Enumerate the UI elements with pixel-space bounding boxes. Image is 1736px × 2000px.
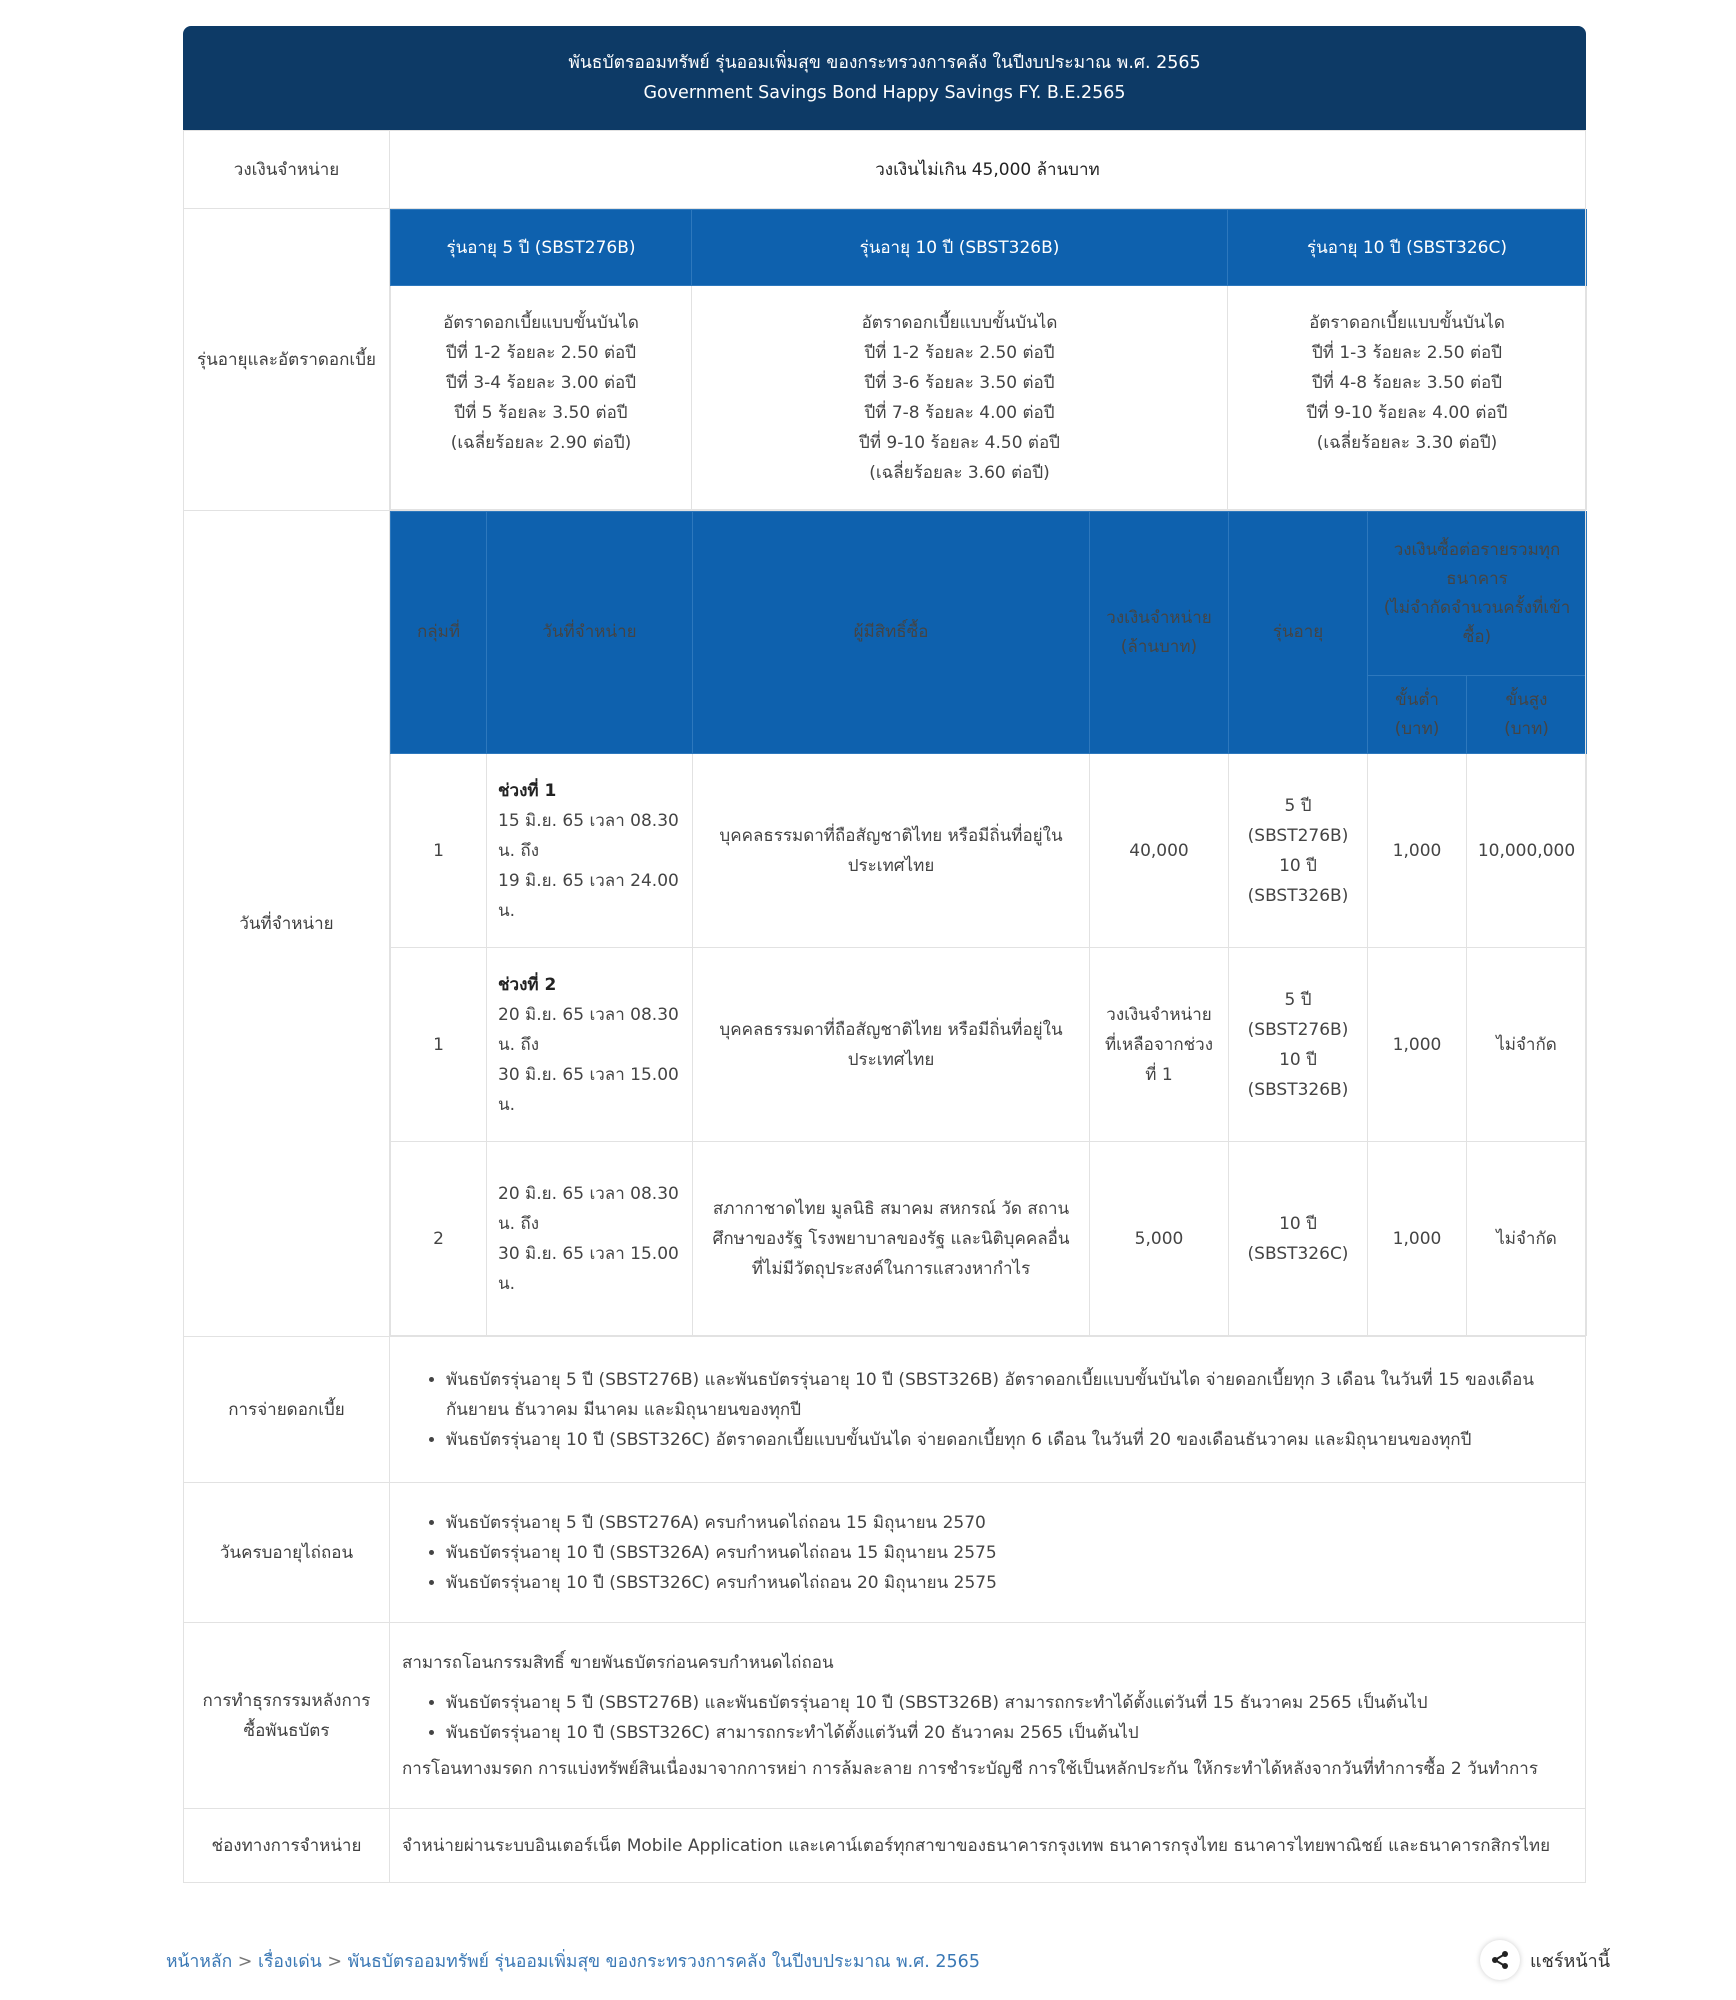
model-rates: อัตราดอกเบี้ยแบบขั้นบันได ปีที่ 1-2 ร้อยละ 2.50 ต่อปี ปีที่ 3-4 ร้อยละ 3.00 ต่อปี ปีที่ 5 ร้อยละ 3.50 ต่อปี (เฉลี่ยร้อยละ 2.90 ต่อปี) bbox=[391, 286, 692, 510]
budget-value: วงเงินไม่เกิน 45,000 ล้านบาท bbox=[390, 131, 1586, 209]
interest-list bbox=[402, 1365, 1573, 1455]
table-row bbox=[391, 1142, 1587, 1336]
share-icon bbox=[1480, 1940, 1520, 1980]
channels-label: ช่องทางการจำหน่าย bbox=[184, 1809, 390, 1883]
cell-term: 5 ปี (SBST276B) 10 ปี (SBST326B) bbox=[1229, 754, 1368, 948]
model-rates: อัตราดอกเบี้ยแบบขั้นบันได ปีที่ 1-2 ร้อยละ 2.50 ต่อปี ปีที่ 3-6 ร้อยละ 3.50 ต่อปี ปีที่ 7-8 ร้อยละ 4.00 ต่อปี ปีที่ 9-10 ร้อยละ 4.50 ต่อปี (เฉลี่ยร้อยละ 3.60 ต่อปี) bbox=[692, 286, 1228, 510]
share-label: แชร์หน้านี้ bbox=[1530, 1950, 1611, 1972]
models-label: รุ่นอายุและอัตราดอกเบี้ย bbox=[184, 209, 390, 511]
maturity-list bbox=[402, 1508, 1573, 1598]
table-row bbox=[391, 948, 1587, 1142]
breadcrumb-separator: > bbox=[237, 1952, 253, 1972]
transactions-details bbox=[390, 1623, 1586, 1809]
cell-max: 10,000,000 bbox=[1467, 754, 1587, 948]
budget-label: วงเงินจำหน่าย bbox=[184, 131, 390, 209]
list-item: • พันธบัตรรุ่นอายุ 10 ปี (SBST326C) ครบกำหนดไถ่ถอน 20 มิถุนายน 2575 bbox=[446, 1568, 1573, 1598]
schedule-row bbox=[184, 511, 1586, 1337]
header-max: ขั้นสูง (บาท) bbox=[1467, 676, 1587, 754]
cell-eligible: สภากาชาดไทย มูลนิธิ สมาคม สหกรณ์ วัด สถาน ศึกษาของรัฐ โรงพยาบาลของรัฐ และนิติบุคคลอื่น ที่ไม่มีวัตถุประสงค์ในการแสวงหากำไร bbox=[693, 1142, 1090, 1336]
table-title bbox=[183, 26, 1586, 130]
header-eligible: ผู้มีสิทธิ์ซื้อ bbox=[693, 512, 1090, 754]
breadcrumb-current: พันธบัตรออมทรัพย์ รุ่นออมเพิ่มสุข ของกระทรวงการคลัง ในปีงบประมาณ พ.ศ. 2565 bbox=[347, 1952, 980, 1972]
budget-row bbox=[184, 131, 1586, 209]
transactions-row bbox=[184, 1623, 1586, 1809]
cell-group: 2 bbox=[391, 1142, 487, 1336]
cell-amount: 5,000 bbox=[1090, 1142, 1229, 1336]
list-item: • พันธบัตรรุ่นอายุ 10 ปี (SBST326C) สามารถกระทำได้ตั้งแต่วันที่ 20 ธันวาคม 2565 เป็นต้นไป bbox=[446, 1718, 1573, 1748]
header-min: ขั้นต่ำ (บาท) bbox=[1368, 676, 1467, 754]
models-row bbox=[184, 209, 1586, 511]
header-limit: วงเงินซื้อต่อรายรวมทุก ธนาคาร (ไม่จำกัดจำนวนครั้งที่เข้า ซื้อ) bbox=[1368, 512, 1587, 676]
interest-details bbox=[390, 1337, 1586, 1483]
header-group: กลุ่มที่ bbox=[391, 512, 487, 754]
list-item: • พันธบัตรรุ่นอายุ 10 ปี (SBST326A) ครบกำหนดไถ่ถอน 15 มิถุนายน 2575 bbox=[446, 1538, 1573, 1568]
schedule-label: วันที่จำหน่าย bbox=[184, 511, 390, 1337]
cell-date: ช่วงที่ 2 20 มิ.ย. 65 เวลา 08.30 น. ถึง 30 มิ.ย. 65 เวลา 15.00 น. bbox=[487, 948, 693, 1142]
cell-max: ไม่จำกัด bbox=[1467, 1142, 1587, 1336]
cell-date: ช่วงที่ 1 15 มิ.ย. 65 เวลา 08.30 น. ถึง 19 มิ.ย. 65 เวลา 24.00 น. bbox=[487, 754, 693, 948]
cell-group: 1 bbox=[391, 948, 487, 1142]
model-header: รุ่นอายุ 10 ปี (SBST326C) bbox=[1228, 210, 1587, 286]
list-item: • พันธบัตรรุ่นอายุ 5 ปี (SBST276B) และพันธบัตรรุ่นอายุ 10 ปี (SBST326B) อัตราดอกเบี้ยแบบขั้นบันได จ่ายดอกเบี้ยทุก 3 เดือน ในวันที่ 15 ของเดือน กันยายน ธันวาคม มีนาคม และมิถุนายนของทุกปี bbox=[446, 1365, 1573, 1425]
cell-term: 5 ปี (SBST276B) 10 ปี (SBST326B) bbox=[1229, 948, 1368, 1142]
list-item: • พันธบัตรรุ่นอายุ 5 ปี (SBST276B) และพันธบัตรรุ่นอายุ 10 ปี (SBST326B) สามารถกระทำได้ตั้งแต่วันที่ 15 ธันวาคม 2565 เป็นต้นไป bbox=[446, 1688, 1573, 1718]
channels-value: จำหน่ายผ่านระบบอินเตอร์เน็ต Mobile Application และเคาน์เตอร์ทุกสาขาของธนาคารกรุงเทพ ธนาคารกรุงไทย ธนาคารไทยพาณิชย์ และธนาคารกสิกรไทย bbox=[390, 1809, 1586, 1883]
breadcrumb-highlights-link[interactable]: เรื่องเด่น bbox=[258, 1952, 322, 1972]
table-row bbox=[391, 754, 1587, 948]
title-thai: พันธบัตรออมทรัพย์ รุ่นออมเพิ่มสุข ของกระทรวงการคลัง ในปีงบประมาณ พ.ศ. 2565 bbox=[568, 53, 1201, 73]
list-item: • พันธบัตรรุ่นอายุ 10 ปี (SBST326C) อัตราดอกเบี้ยแบบขั้นบันได จ่ายดอกเบี้ยทุก 6 เดือน ในวันที่ 20 ของเดือนธันวาคม และมิถุนายนของทุกปี bbox=[446, 1425, 1573, 1455]
cell-term: 10 ปี (SBST326C) bbox=[1229, 1142, 1368, 1336]
cell-max: ไม่จำกัด bbox=[1467, 948, 1587, 1142]
cell-group: 1 bbox=[391, 754, 487, 948]
models-table bbox=[390, 209, 1587, 510]
cell-min: 1,000 bbox=[1368, 754, 1467, 948]
header-date: วันที่จำหน่าย bbox=[487, 512, 693, 754]
maturity-label: วันครบอายุไถ่ถอน bbox=[184, 1483, 390, 1623]
maturity-details bbox=[390, 1483, 1586, 1623]
model-header: รุ่นอายุ 5 ปี (SBST276B) bbox=[391, 210, 692, 286]
list-item: • พันธบัตรรุ่นอายุ 5 ปี (SBST276A) ครบกำหนดไถ่ถอน 15 มิถุนายน 2570 bbox=[446, 1508, 1573, 1538]
transactions-label: การทำธุรกรรมหลังการ ซื้อพันธบัตร bbox=[184, 1623, 390, 1809]
schedule-table bbox=[390, 511, 1587, 1336]
title-english: Government Savings Bond Happy Savings FY. B.E.2565 bbox=[643, 83, 1126, 103]
interest-label: การจ่ายดอกเบี้ย bbox=[184, 1337, 390, 1483]
transactions-list bbox=[402, 1688, 1573, 1748]
transactions-intro: สามารถโอนกรรมสิทธิ์ ขายพันธบัตรก่อนครบกำหนดไถ่ถอน bbox=[402, 1652, 834, 1673]
channels-row bbox=[184, 1809, 1586, 1883]
cell-amount: วงเงินจำหน่าย ที่เหลือจากช่วง ที่ 1 bbox=[1090, 948, 1229, 1142]
cell-min: 1,000 bbox=[1368, 1142, 1467, 1336]
breadcrumb-separator: > bbox=[327, 1952, 343, 1972]
cell-eligible: บุคคลธรรมดาที่ถือสัญชาติไทย หรือมีถิ่นที่อยู่ใน ประเทศไทย bbox=[693, 754, 1090, 948]
cell-eligible: บุคคลธรรมดาที่ถือสัญชาติไทย หรือมีถิ่นที่อยู่ใน ประเทศไทย bbox=[693, 948, 1090, 1142]
cell-amount: 40,000 bbox=[1090, 754, 1229, 948]
bond-info-table bbox=[183, 26, 1586, 1883]
transactions-outro: การโอนทางมรดก การแบ่งทรัพย์สินเนื่องมาจากการหย่า การล้มละลาย การชำระบัญชี การใช้เป็นหลักประกัน ให้กระทำได้หลังจากวันที่ทำการซื้อ 2 วันทำการ bbox=[402, 1758, 1538, 1779]
cell-min: 1,000 bbox=[1368, 948, 1467, 1142]
details-table bbox=[183, 130, 1586, 1883]
model-header: รุ่นอายุ 10 ปี (SBST326B) bbox=[692, 210, 1228, 286]
cell-date: 20 มิ.ย. 65 เวลา 08.30 น. ถึง 30 มิ.ย. 65 เวลา 15.00 น. bbox=[487, 1142, 693, 1336]
interest-row bbox=[184, 1337, 1586, 1483]
breadcrumb bbox=[166, 1947, 980, 1975]
model-rates: อัตราดอกเบี้ยแบบขั้นบันได ปีที่ 1-3 ร้อยละ 2.50 ต่อปี ปีที่ 4-8 ร้อยละ 3.50 ต่อปี ปีที่ 9-10 ร้อยละ 4.00 ต่อปี (เฉลี่ยร้อยละ 3.30 ต่อปี) bbox=[1228, 286, 1587, 510]
maturity-row bbox=[184, 1483, 1586, 1623]
header-term: รุ่นอายุ bbox=[1229, 512, 1368, 754]
header-amount: วงเงินจำหน่าย (ล้านบาท) bbox=[1090, 512, 1229, 754]
share-button[interactable] bbox=[1480, 1940, 1610, 1980]
breadcrumb-home-link[interactable]: หน้าหลัก bbox=[166, 1952, 233, 1972]
